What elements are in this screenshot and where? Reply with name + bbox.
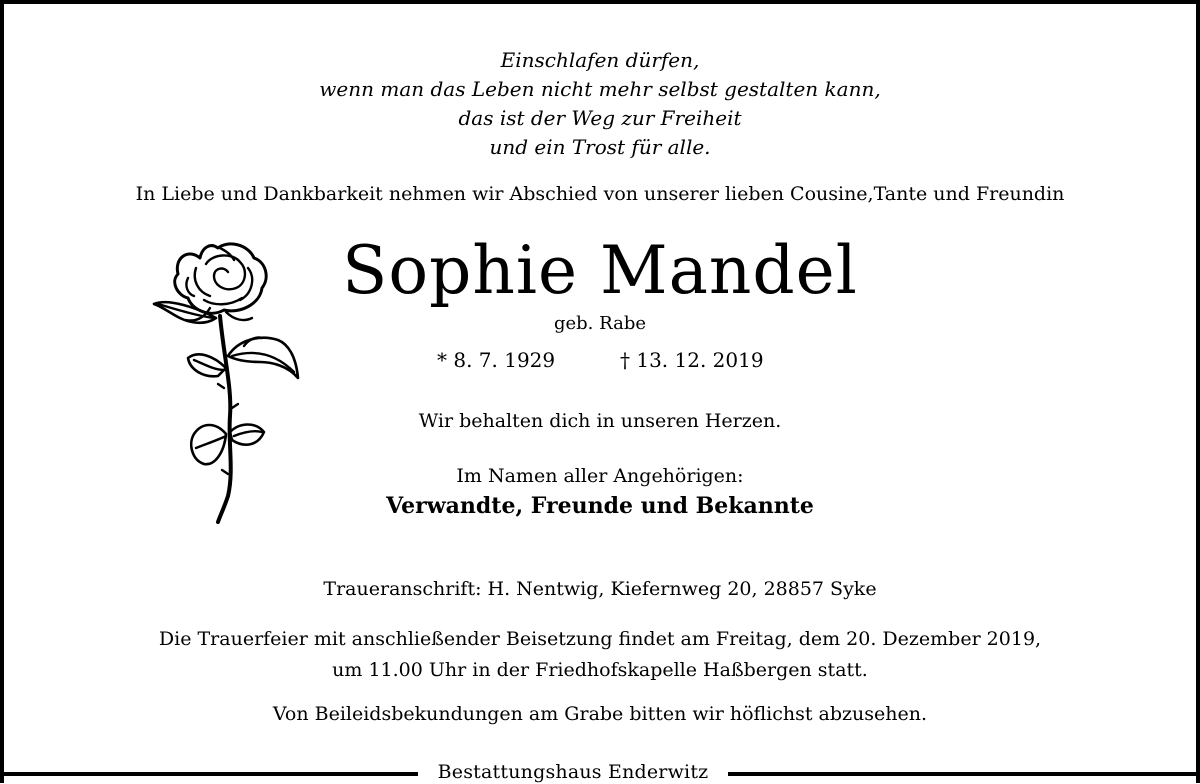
poem-line: wenn man das Leben nicht mehr selbst gestalten kann, xyxy=(319,77,881,101)
service-line: Die Trauerfeier mit anschließender Beisetzung findet am Freitag, dem 20. Dezember 2019, xyxy=(158,628,1042,650)
mourners-line: Verwandte, Freunde und Bekannte xyxy=(386,493,814,519)
condolence-note: Von Beileidsbekundungen am Grabe bitten wir höflichst abzusehen. xyxy=(272,703,928,725)
intro-line: In Liebe und Dankbarkeit nehmen wir Abschied von unserer lieben Cousine,Tante und Freundin xyxy=(135,183,1065,205)
poem-line: das ist der Weg zur Freiheit xyxy=(458,106,742,130)
poem xyxy=(0,46,1200,162)
farewell-line: Wir behalten dich in unseren Herzen. xyxy=(418,410,782,432)
deceased-name: Sophie Mandel xyxy=(342,232,858,309)
mourning-address: Traueranschrift: H. Nentwig, Kiefernweg 20, 28857 Syke xyxy=(323,578,877,600)
poem-line: Einschlafen dürfen, xyxy=(500,48,700,72)
poem-line: und ein Trost für alle. xyxy=(489,135,711,159)
funeral-home-label: Bestattungshaus Enderwitz xyxy=(418,760,728,784)
death-date: † 13. 12. 2019 xyxy=(620,348,764,372)
service-info xyxy=(0,624,1200,686)
birth-name: geb. Rabe xyxy=(553,313,646,334)
service-line: um 11.00 Uhr in der Friedhofskapelle Haßbergen statt. xyxy=(332,659,868,681)
birth-date: * 8. 7. 1929 xyxy=(437,348,556,372)
on-behalf-line: Im Namen aller Angehörigen: xyxy=(456,465,744,487)
